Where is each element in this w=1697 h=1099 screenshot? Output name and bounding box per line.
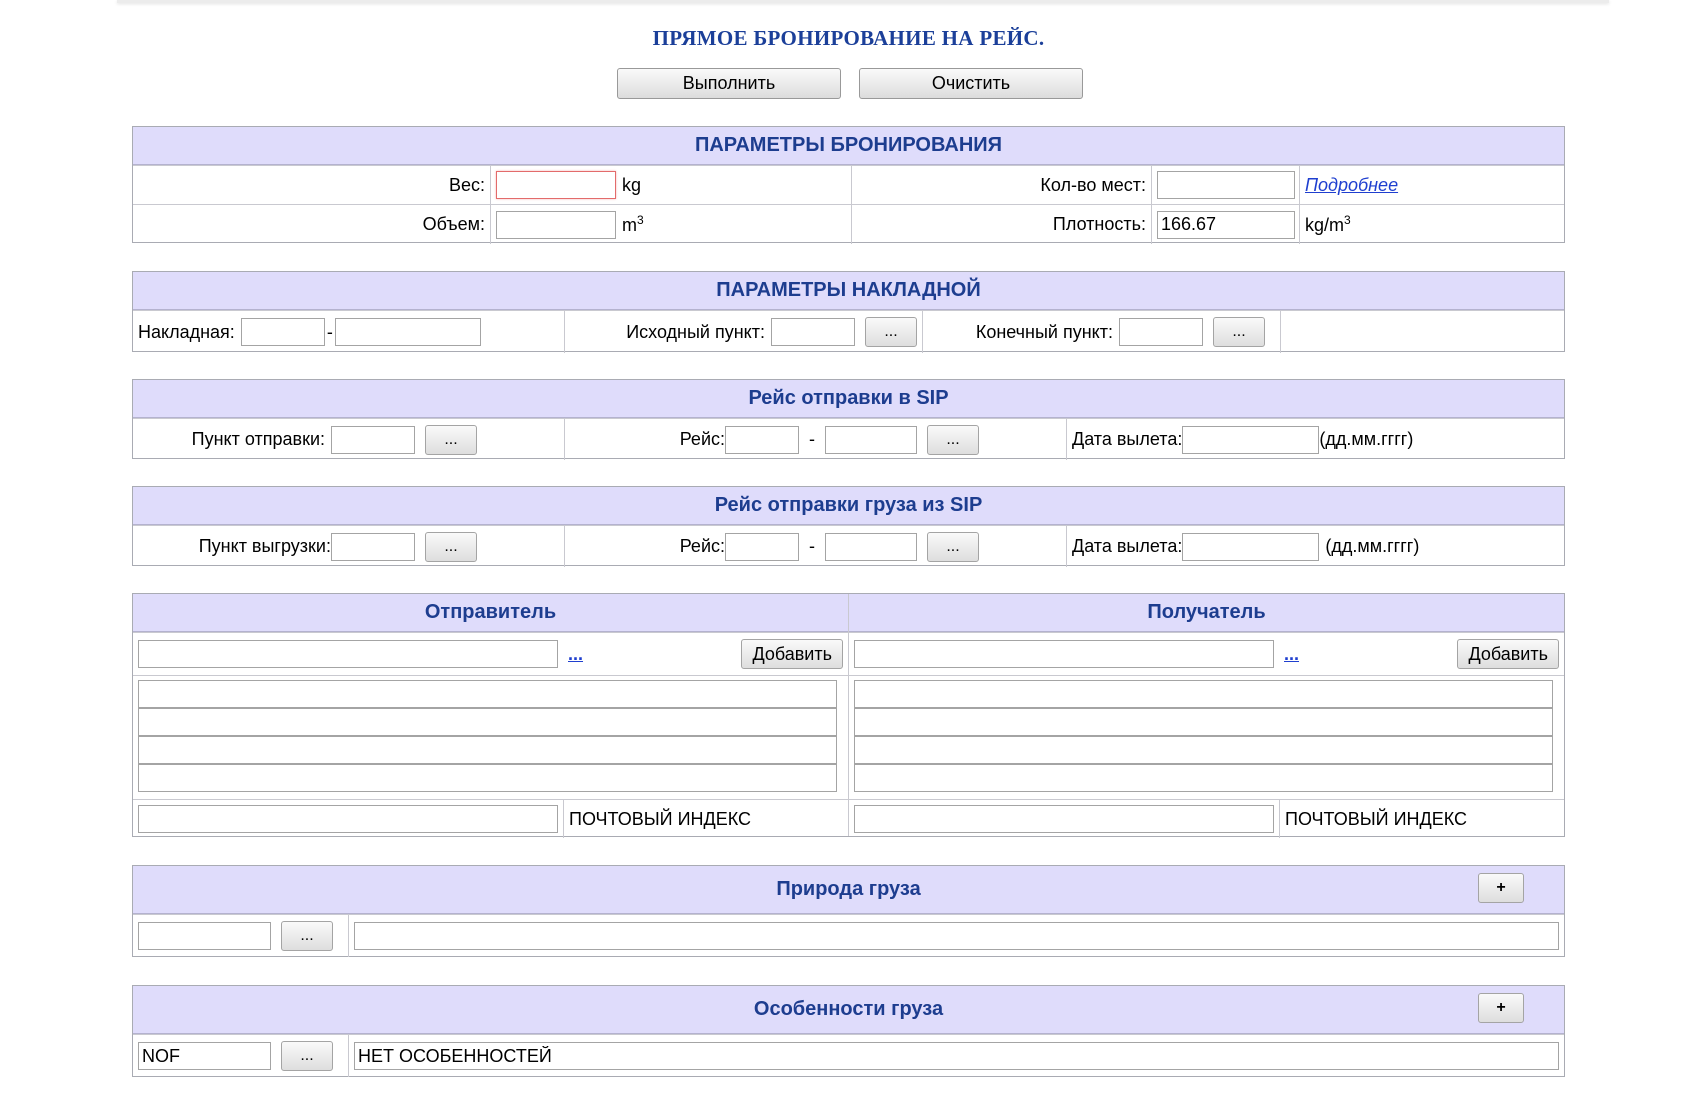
flight-to-date-label: Дата вылета: bbox=[1072, 429, 1183, 449]
booking-row-weight bbox=[133, 165, 1564, 204]
flight-from-carrier-input[interactable] bbox=[725, 533, 799, 561]
consignee-address-line-4[interactable] bbox=[854, 764, 1553, 792]
flight-to-number-input[interactable] bbox=[825, 426, 917, 454]
waybill-row bbox=[133, 310, 1564, 353]
cargo-nature-header bbox=[133, 866, 1564, 914]
page-title: ПРЯМОЕ БРОНИРОВАНИЕ НА РЕЙС. bbox=[652, 26, 1045, 50]
flight-from-sip-header: Рейс отправки груза из SIP bbox=[133, 487, 1564, 525]
flight-from-date-input[interactable] bbox=[1182, 533, 1319, 561]
density-input[interactable] bbox=[1157, 211, 1295, 239]
cargo-nature-title: Природа груза bbox=[776, 878, 921, 900]
departure-point-label: Пункт отправки: bbox=[191, 429, 325, 449]
flight-from-number-input[interactable] bbox=[825, 533, 917, 561]
cargo-nature-code-input[interactable] bbox=[138, 922, 271, 950]
consignee-browse-link[interactable]: ... bbox=[1284, 643, 1300, 664]
cargo-special-description-input[interactable] bbox=[354, 1042, 1559, 1070]
unloading-point-label: Пункт выгрузки: bbox=[198, 536, 331, 556]
flight-from-row bbox=[133, 525, 1564, 567]
execute-button[interactable]: Выполнить bbox=[617, 68, 841, 99]
waybill-number-input[interactable] bbox=[335, 318, 481, 346]
shipper-add-button[interactable]: Добавить bbox=[741, 639, 843, 669]
cargo-special-panel bbox=[132, 985, 1565, 1077]
consignee-address-line-1[interactable] bbox=[854, 680, 1553, 708]
flight-to-date-hint: (дд.мм.гггг) bbox=[1319, 429, 1414, 449]
shipper-address-line-3[interactable] bbox=[138, 736, 837, 764]
consignee-section bbox=[849, 594, 1564, 836]
weight-label: Вес: bbox=[448, 174, 485, 195]
shipper-header: Отправитель bbox=[133, 594, 848, 632]
page-top-edge bbox=[117, 0, 1609, 3]
consignee-address-line-3[interactable] bbox=[854, 736, 1553, 764]
flight-from-browse-button[interactable]: ... bbox=[927, 532, 979, 562]
pieces-input[interactable] bbox=[1157, 171, 1295, 199]
flight-from-date-label: Дата вылета: bbox=[1072, 536, 1183, 556]
waybill-params-panel bbox=[132, 271, 1565, 352]
waybill-prefix-input[interactable] bbox=[241, 318, 325, 346]
waybill-dash: - bbox=[326, 321, 333, 342]
unloading-point-browse-button[interactable]: ... bbox=[425, 532, 477, 562]
consignee-add-button[interactable]: Добавить bbox=[1457, 639, 1559, 669]
flight-to-label: Рейс: bbox=[679, 429, 725, 449]
destination-browse-button[interactable]: ... bbox=[1213, 317, 1265, 347]
shipper-postal-input[interactable] bbox=[138, 805, 558, 833]
consignee-postal-input[interactable] bbox=[854, 805, 1274, 833]
flight-from-label: Рейс: bbox=[679, 536, 725, 556]
unloading-point-input[interactable] bbox=[331, 533, 415, 561]
cargo-nature-browse-button[interactable]: ... bbox=[281, 921, 333, 951]
consignee-address-line-2[interactable] bbox=[854, 708, 1553, 736]
cargo-nature-add-button[interactable]: + bbox=[1478, 873, 1524, 903]
flight-to-carrier-input[interactable] bbox=[725, 426, 799, 454]
consignee-name-input[interactable] bbox=[854, 640, 1274, 668]
booking-params-panel bbox=[132, 126, 1565, 243]
consignee-address-block bbox=[849, 675, 1564, 799]
cargo-nature-description-input[interactable] bbox=[354, 922, 1559, 950]
details-link[interactable]: Подробнее bbox=[1305, 174, 1399, 195]
cargo-special-code-input[interactable] bbox=[138, 1042, 271, 1070]
volume-input[interactable] bbox=[496, 211, 616, 239]
weight-input[interactable] bbox=[496, 171, 616, 199]
cargo-special-add-button[interactable]: + bbox=[1478, 993, 1524, 1023]
cargo-special-header bbox=[133, 986, 1564, 1034]
cargo-special-title: Особенности груза bbox=[753, 998, 944, 1020]
flight-to-browse-button[interactable]: ... bbox=[927, 425, 979, 455]
shipper-browse-link[interactable]: ... bbox=[568, 643, 584, 664]
pieces-label: Кол-во мест: bbox=[1040, 174, 1146, 195]
shipper-postal-label: ПОЧТОВЫЙ ИНДЕКС bbox=[569, 808, 752, 829]
departure-point-browse-button[interactable]: ... bbox=[425, 425, 477, 455]
shipper-address-line-2[interactable] bbox=[138, 708, 837, 736]
shipper-section bbox=[133, 594, 849, 836]
destination-input[interactable] bbox=[1119, 318, 1203, 346]
density-unit: $kg/m^3$ bbox=[1305, 213, 1351, 235]
volume-unit: $m^3$ bbox=[622, 213, 644, 235]
origin-browse-button[interactable]: ... bbox=[865, 317, 917, 347]
shipper-address-block bbox=[133, 675, 848, 799]
shipper-address-line-1[interactable] bbox=[138, 680, 837, 708]
shipper-address-line-4[interactable] bbox=[138, 764, 837, 792]
booking-row-volume bbox=[133, 204, 1564, 244]
waybill-label: Накладная: bbox=[138, 321, 235, 342]
consignee-header: Получатель bbox=[849, 594, 1564, 632]
booking-params-header: ПАРАМЕТРЫ БРОНИРОВАНИЯ bbox=[133, 127, 1564, 165]
flight-to-dash: - bbox=[809, 429, 815, 449]
flight-from-sip-panel bbox=[132, 486, 1565, 566]
shipper-name-input[interactable] bbox=[138, 640, 558, 668]
flight-to-sip-header: Рейс отправки в SIP bbox=[133, 380, 1564, 418]
density-label: Плотность: bbox=[1052, 214, 1146, 234]
flight-to-sip-panel bbox=[132, 379, 1565, 459]
parties-panel bbox=[132, 593, 1565, 837]
destination-label: Конечный пункт: bbox=[975, 321, 1113, 342]
flight-from-date-hint: (дд.мм.гггг) bbox=[1325, 536, 1420, 556]
flight-to-date-input[interactable] bbox=[1182, 426, 1319, 454]
origin-label: Исходный пункт: bbox=[626, 321, 765, 342]
flight-from-dash: - bbox=[809, 536, 815, 556]
consignee-postal-label: ПОЧТОВЫЙ ИНДЕКС bbox=[1285, 808, 1468, 829]
flight-to-row bbox=[133, 418, 1564, 460]
cargo-nature-panel bbox=[132, 865, 1565, 957]
departure-point-input[interactable] bbox=[331, 426, 415, 454]
clear-button[interactable]: Очистить bbox=[859, 68, 1083, 99]
cargo-special-browse-button[interactable]: ... bbox=[281, 1041, 333, 1071]
volume-label: Объем: bbox=[422, 214, 485, 234]
weight-unit: kg bbox=[622, 174, 642, 195]
origin-input[interactable] bbox=[771, 318, 855, 346]
waybill-params-header: ПАРАМЕТРЫ НАКЛАДНОЙ bbox=[133, 272, 1564, 310]
